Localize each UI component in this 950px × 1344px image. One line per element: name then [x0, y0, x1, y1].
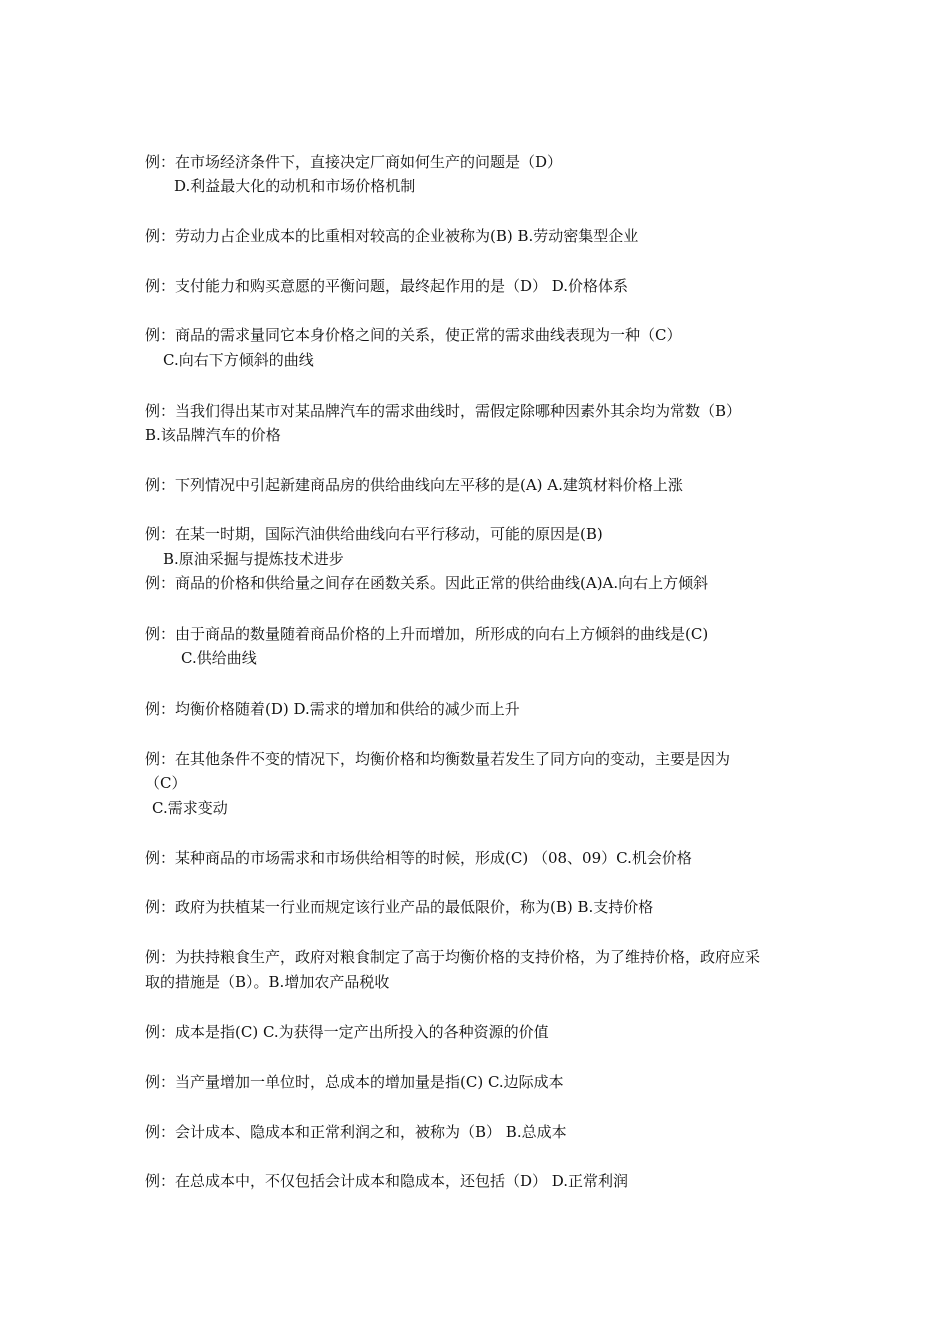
question-5: 例：当我们得出某市对某品牌汽车的需求曲线时，需假定除哪种因素外其余均为常数（B） — [145, 402, 742, 420]
question-18: 例：在总成本中，不仅包括会计成本和隐成本，还包括（D） D.正常利润 — [145, 1172, 629, 1190]
question-8: 例：商品的价格和供给量之间存在函数关系。因此正常的供给曲线(A)A.向右上方倾斜 — [145, 574, 709, 592]
answer-4: C.向右下方倾斜的曲线 — [163, 351, 314, 369]
question-1: 例：在市场经济条件下，直接决定厂商如何生产的问题是（D） — [145, 153, 563, 171]
question-6: 例：下列情况中引起新建商品房的供给曲线向左平移的是(A) A.建筑材料价格上涨 — [145, 476, 683, 494]
question-11-choice: （C） — [145, 774, 187, 792]
question-15: 例：成本是指(C) C.为获得一定产出所投入的各种资源的价值 — [145, 1023, 549, 1041]
answer-9: C.供给曲线 — [181, 649, 257, 667]
answer-7: B.原油采掘与提炼技术进步 — [163, 550, 344, 568]
question-14: 例：为扶持粮食生产，政府对粮食制定了高于均衡价格的支持价格，为了维持价格，政府应采 — [145, 948, 761, 966]
question-7: 例：在某一时期，国际汽油供给曲线向右平行移动，可能的原因是(B) — [145, 525, 603, 543]
question-2: 例：劳动力占企业成本的比重相对较高的企业被称为(B) B.劳动密集型企业 — [145, 227, 639, 245]
question-16: 例：当产量增加一单位时，总成本的增加量是指(C) C.边际成本 — [145, 1073, 564, 1091]
question-13: 例：政府为扶植某一行业而规定该行业产品的最低限价，称为(B) B.支持价格 — [145, 898, 654, 916]
question-17: 例：会计成本、隐成本和正常利润之和，被称为（B） B.总成本 — [145, 1123, 567, 1141]
question-9: 例：由于商品的数量随着商品价格的上升而增加，所形成的向右上方倾斜的曲线是(C) — [145, 625, 709, 643]
question-12: 例：某种商品的市场需求和市场供给相等的时候，形成(C) （08、09）C.机会价格 — [145, 849, 692, 867]
question-3: 例：支付能力和购买意愿的平衡问题，最终起作用的是（D） D.价格体系 — [145, 277, 629, 295]
question-4: 例：商品的需求量同它本身价格之间的关系，使正常的需求曲线表现为一种（C） — [145, 326, 682, 344]
question-11: 例：在其他条件不变的情况下，均衡价格和均衡数量若发生了同方向的变动，主要是因为 — [145, 750, 731, 768]
answer-1: D.利益最大化的动机和市场价格机制 — [174, 177, 416, 195]
question-14-continued: 取的措施是（B）。B.增加农产品税收 — [145, 973, 390, 991]
answer-5: B.该品牌汽车的价格 — [145, 426, 281, 444]
answer-11: C.需求变动 — [152, 799, 228, 817]
question-10: 例：均衡价格随着(D) D.需求的增加和供给的减少而上升 — [145, 700, 520, 718]
